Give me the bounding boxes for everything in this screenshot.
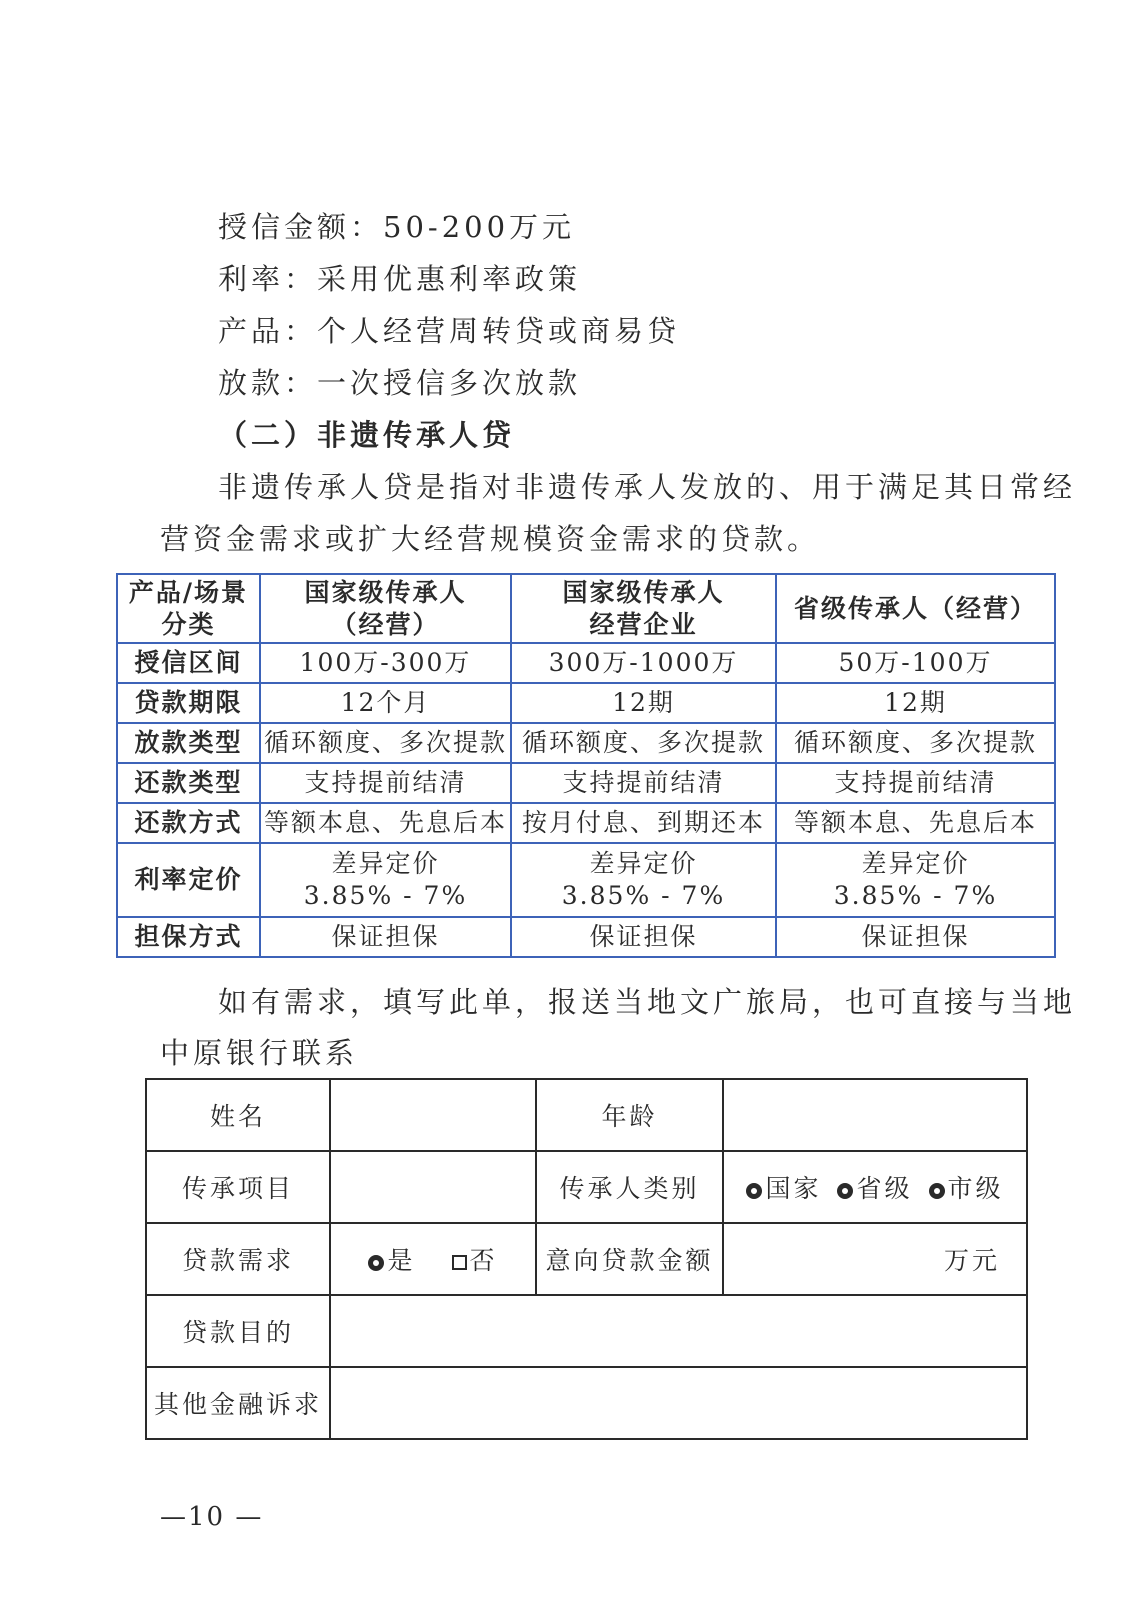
form-row: [146, 1151, 1027, 1223]
table-cell: 循环额度、多次提款: [511, 723, 776, 763]
amount-label: 意向贷款金额: [536, 1223, 723, 1295]
table-row: [117, 917, 1055, 957]
name-field[interactable]: [330, 1079, 536, 1151]
age-label: 年龄: [536, 1079, 723, 1151]
loan-need-yes-option[interactable]: [368, 1241, 415, 1277]
table-cell: [260, 843, 511, 917]
intro-line-interest-rate: 利率：采用优惠利率政策: [218, 262, 582, 296]
age-field[interactable]: [723, 1079, 1027, 1151]
loan-need-no-option[interactable]: [452, 1241, 498, 1277]
header-national-operating-line-2: （经营）: [331, 609, 440, 639]
table-row: [117, 763, 1055, 803]
rate-range: 3.85% - 7%: [833, 881, 998, 910]
rate-range: 3.85% - 7%: [561, 881, 726, 910]
loan-need-label: 贷款需求: [146, 1223, 330, 1295]
section-heading: （二）非遗传承人贷: [218, 418, 516, 452]
row-label-disbursement-type: 放款类型: [117, 723, 260, 763]
table-cell: 循环额度、多次提款: [260, 723, 511, 763]
table-row: [117, 843, 1055, 917]
checkbox-icon: [452, 1255, 467, 1270]
amount-field[interactable]: [723, 1223, 1027, 1295]
table-cell: 12个月: [260, 683, 511, 723]
pricing-label: 差异定价: [861, 849, 970, 878]
product-table-header-row: [117, 574, 1055, 643]
row-label-credit-range: 授信区间: [117, 643, 260, 683]
table-cell: 循环额度、多次提款: [776, 723, 1055, 763]
loan-need-options: [330, 1223, 536, 1295]
option-label: 国家: [765, 1174, 822, 1203]
contact-instruction-line-2: 中原银行联系: [160, 1036, 359, 1070]
table-row: [117, 803, 1055, 843]
table-cell: 等额本息、先息后本: [260, 803, 511, 843]
intro-line-product: 产品：个人经营周转贷或商易贷: [218, 314, 681, 348]
option-label: 市级: [947, 1174, 1004, 1203]
header-category: [117, 574, 260, 643]
contact-instruction-line-1: 如有需求，填写此单，报送当地文广旅局，也可直接与当地: [218, 985, 1077, 1019]
application-form: [145, 1078, 1028, 1440]
row-label-repayment-type: 还款类型: [117, 763, 260, 803]
header-provincial: 省级传承人（经营）: [776, 574, 1055, 643]
name-label: 姓名: [146, 1079, 330, 1151]
radio-icon: [837, 1183, 853, 1199]
row-label-loan-term: 贷款期限: [117, 683, 260, 723]
header-national-enterprise-line-2: 经营企业: [589, 609, 698, 639]
table-cell: 保证担保: [260, 917, 511, 957]
option-label: 是: [387, 1246, 416, 1275]
table-row: [117, 723, 1055, 763]
table-cell: 按月付息、到期还本: [511, 803, 776, 843]
row-label-interest-pricing: 利率定价: [117, 843, 260, 917]
radio-icon: [368, 1255, 384, 1271]
header-category-line-2: 分类: [161, 609, 216, 639]
radio-icon: [746, 1183, 762, 1199]
table-cell: 支持提前结清: [260, 763, 511, 803]
table-cell: 支持提前结清: [511, 763, 776, 803]
pricing-label: 差异定价: [331, 849, 440, 878]
header-national-operating: [260, 574, 511, 643]
table-cell: 等额本息、先息后本: [776, 803, 1055, 843]
radio-icon: [929, 1183, 945, 1199]
table-cell: 支持提前结清: [776, 763, 1055, 803]
header-national-operating-line-1: 国家级传承人: [304, 577, 467, 607]
table-cell: [511, 843, 776, 917]
purpose-field[interactable]: [330, 1295, 1027, 1367]
table-cell: [776, 843, 1055, 917]
option-label: 省级: [856, 1174, 913, 1203]
page-number: —10 —: [160, 1502, 264, 1532]
purpose-label: 贷款目的: [146, 1295, 330, 1367]
form-row: [146, 1367, 1027, 1439]
table-cell: 12期: [511, 683, 776, 723]
pricing-label: 差异定价: [589, 849, 698, 878]
category-option-national[interactable]: [746, 1169, 821, 1205]
section-paragraph-line-2: 营资金需求或扩大经营规模资金需求的贷款。: [160, 522, 821, 556]
header-national-enterprise-line-1: 国家级传承人: [562, 577, 725, 607]
table-cell: 300万-1000万: [511, 643, 776, 683]
table-row: [117, 643, 1055, 683]
header-category-line-1: 产品/场景: [128, 577, 249, 607]
category-option-provincial[interactable]: [837, 1169, 912, 1205]
table-cell: 12期: [776, 683, 1055, 723]
table-cell: 100万-300万: [260, 643, 511, 683]
table-cell: 保证担保: [511, 917, 776, 957]
intro-line-disbursement: 放款：一次授信多次放款: [218, 366, 582, 400]
header-national-enterprise: [511, 574, 776, 643]
form-row: [146, 1079, 1027, 1151]
other-label: 其他金融诉求: [146, 1367, 330, 1439]
amount-unit: 万元: [943, 1246, 1000, 1275]
form-row: [146, 1295, 1027, 1367]
row-label-repayment-method: 还款方式: [117, 803, 260, 843]
intro-line-credit-amount: 授信金额：50-200万元: [218, 210, 576, 244]
option-label: 否: [469, 1246, 498, 1275]
table-row: [117, 683, 1055, 723]
form-row: [146, 1223, 1027, 1295]
category-option-municipal[interactable]: [929, 1169, 1004, 1205]
category-options: [723, 1151, 1027, 1223]
table-cell: 保证担保: [776, 917, 1055, 957]
category-label: 传承人类别: [536, 1151, 723, 1223]
product-table: [116, 573, 1056, 958]
other-field[interactable]: [330, 1367, 1027, 1439]
section-paragraph-line-1: 非遗传承人贷是指对非遗传承人发放的、用于满足其日常经: [218, 470, 1077, 504]
rate-range: 3.85% - 7%: [303, 881, 468, 910]
row-label-guarantee: 担保方式: [117, 917, 260, 957]
project-field[interactable]: [330, 1151, 536, 1223]
project-label: 传承项目: [146, 1151, 330, 1223]
table-cell: 50万-100万: [776, 643, 1055, 683]
